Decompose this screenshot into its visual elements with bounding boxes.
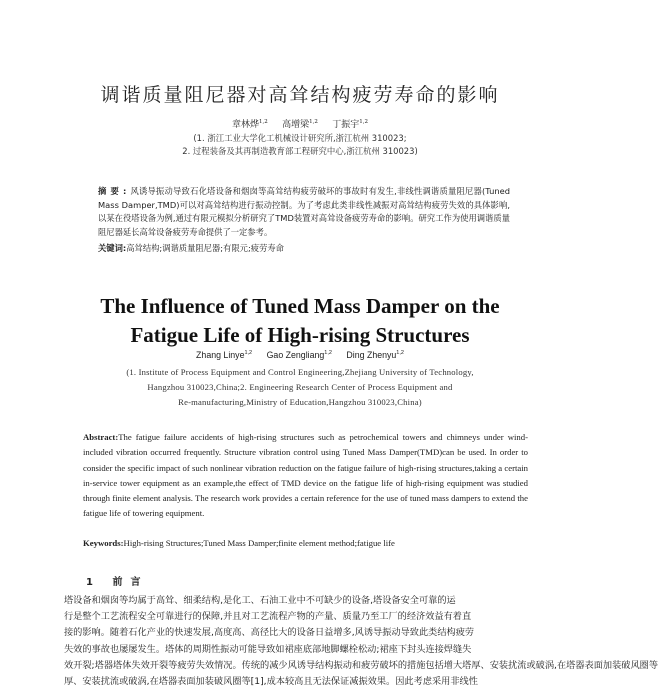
- authors-english: [0, 350, 600, 360]
- keywords-cn-label: 关键词:: [98, 243, 127, 253]
- affiliation-en-3: Re-manufacturing,Ministry of Education,Hangzhou 310023,China): [178, 397, 422, 407]
- authors-chinese: [0, 117, 600, 130]
- body-line-1: 塔设备和烟囱等均属于高耸、细柔结构,是化工、石油工业中不可缺少的设备,塔设备安全可靠的运: [64, 595, 456, 606]
- title-en-line-1: The Influence of Tuned Mass Damper on the: [100, 294, 500, 318]
- author-3-cn: 丁振宇: [332, 120, 360, 130]
- author-2-en-sup: 1,2: [324, 350, 332, 357]
- body-line-6: 厚、安装扰流或破涡,在塔器表面加装破风圈等[1],成本较高且无法保证减振效果。因此考虑采用非线性: [64, 676, 478, 688]
- section-heading-introduction: 1 前言: [86, 577, 149, 588]
- author-3-en: Ding Zhenyu: [346, 350, 397, 360]
- keywords-en-text: High-rising Structures;Tuned Mass Damper;finite element method;fatigue life: [123, 538, 395, 548]
- abstract-cn-label: 摘要:: [98, 186, 131, 196]
- abstract-english: [83, 430, 528, 522]
- body-line-4: 失效的事故也屡屡发生。塔体的周期性振动可能导致如裙座底部地脚螺栓松动;裙座下封头连接焊缝失: [64, 643, 472, 655]
- affiliation-cn-2: 2. 过程装备及其再制造教育部工程研究中心,浙江杭州 310023): [182, 146, 418, 156]
- body-text-introduction: [64, 593, 658, 690]
- affiliation-cn-1: (1. 浙江工业大学化工机械设计研究所,浙江杭州 310023;: [193, 133, 407, 143]
- keywords-cn-text: 高耸结构;调谐质量阻尼器;有限元;疲劳寿命: [126, 243, 284, 253]
- abstract-cn-text: 风诱导振动导致石化塔设备和烟囱等高耸结构疲劳破坏的事故时有发生,非线性调谐质量阻尼器(Tuned Mass Damper,TMD)可以对高耸结构进行振动控制。为了考虑此类非线性减振对高耸结构疲劳失效的具体影响,以某在役塔设备为例,通过有限元模拟分析研究了TMD装置对高耸设备疲劳寿命的影响。研究工作为使用调谐质量阻尼器延长高耸设备疲劳寿命提供了一定参考。: [98, 186, 510, 237]
- keywords-chinese: [98, 242, 518, 254]
- abstract-en-text: The fatigue failure accidents of high-rising structures such as petrochemical towers and chimneys under wind-included vibration occurred frequently. Structure vibration control using Tuned Mass Damper(TMD)can be used. In order to consider the specific impact of such nonlinear vibration reduction on the fatigue failure of high-rising structures,taking a certain in-service tower equipment as an example,the effect of TMD device on the fatigue life of high-rising equipment was studied through finite element analysis. The research work provides a certain reference for the use of tuned mass dampers to extend the fatigue life of towering equipment.: [83, 432, 528, 519]
- keywords-en-label: Keywords:: [83, 538, 124, 548]
- title-english: [0, 292, 600, 350]
- abstract-en-label: Abstract:: [83, 432, 119, 442]
- author-3-cn-sup: 1,2: [359, 119, 368, 125]
- author-1-cn: 章林烨: [232, 120, 260, 130]
- body-line-2: 行是整个工艺流程安全可靠进行的保障,并且对工艺流程产物的产量、质量乃至工厂的经济效益有着直: [64, 611, 472, 623]
- author-2-en: Gao Zengliang: [266, 350, 325, 360]
- body-line-3: 接的影响。随着石化产业的快速发展,高度高、高径比大的设备日益增多,风诱导振动导致此类结构疲劳: [64, 627, 475, 639]
- title-en-line-2: Fatigue Life of High-rising Structures: [130, 323, 470, 347]
- author-2-cn-sup: 1,2: [309, 119, 318, 125]
- author-1-cn-sup: 1,2: [259, 119, 268, 125]
- author-2-cn: 高增梁: [282, 120, 310, 130]
- body-line-5: 效开裂;塔器塔体失效开裂等疲劳失效情况。传统的减少风诱导结构振动和疲劳破坏的措施包括增大塔厚、安装扰流或破涡,在塔器表面加装破风圈等: [64, 659, 658, 671]
- keywords-english: [83, 538, 528, 548]
- abstract-chinese: [98, 185, 510, 239]
- author-3-en-sup: 1,2: [396, 350, 404, 357]
- affiliation-en-1: (1. Institute of Process Equipment and Control Engineering,Zhejiang University of Technology,: [126, 367, 474, 377]
- affiliation-en-2: Hangzhou 310023,China;2. Engineering Research Center of Process Equipment and: [147, 382, 453, 392]
- author-1-en: Zhang Linye: [196, 350, 245, 360]
- title-chinese: 调谐质量阻尼器对高耸结构疲劳寿命的影响: [100, 84, 500, 106]
- author-1-en-sup: 1,2: [244, 350, 253, 357]
